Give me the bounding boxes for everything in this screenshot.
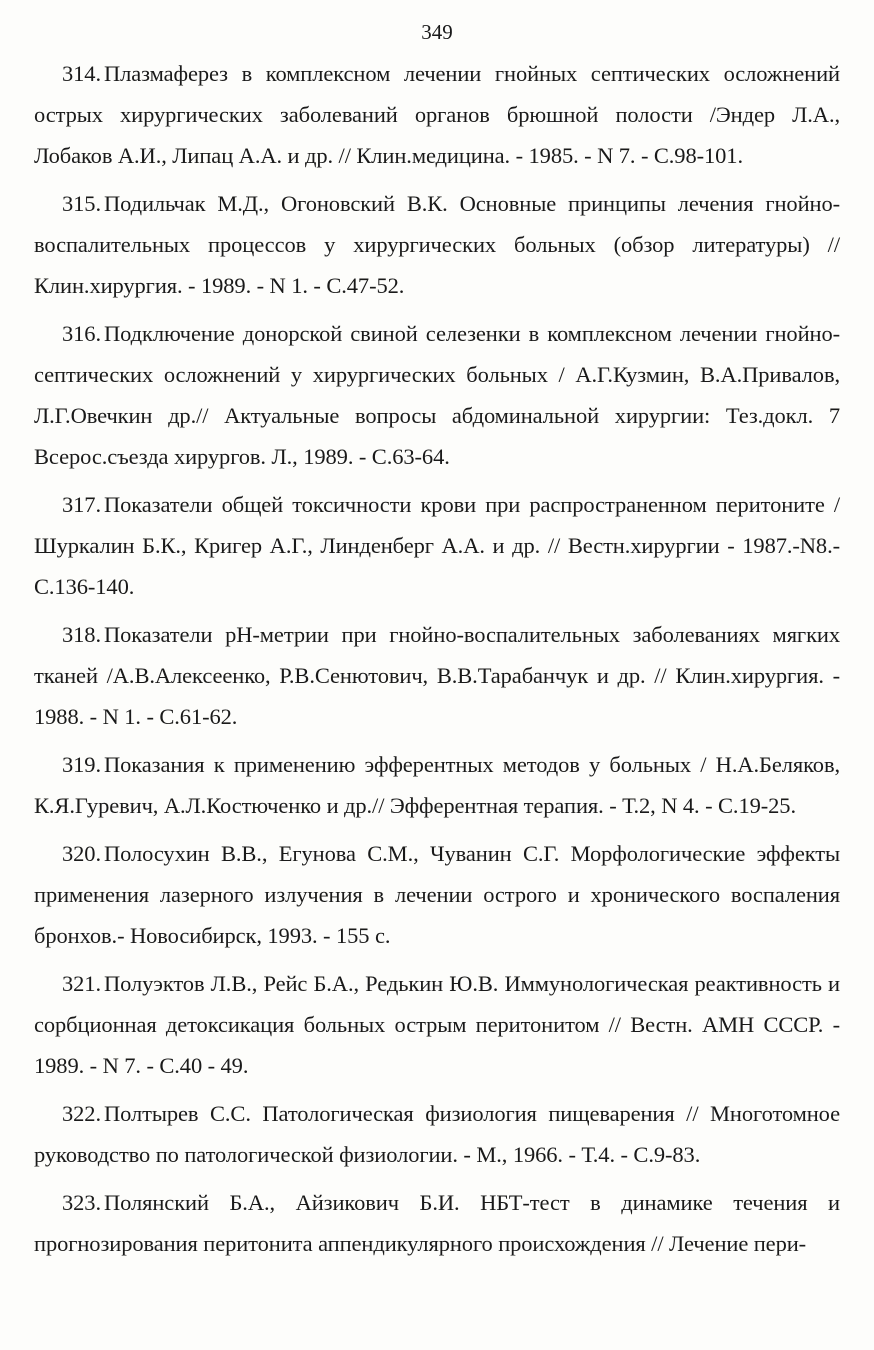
reference-number: 316. — [62, 321, 101, 346]
reference-number: 319. — [62, 752, 101, 777]
reference-item — [34, 53, 840, 176]
reference-number: 323. — [62, 1190, 101, 1215]
reference-text: Полянский Б.А., Айзикович Б.И. НБТ-тест в динамике течения и прогнозирования перитонита аппендикулярного происхождения // Лечение пери- — [34, 1190, 840, 1256]
reference-text: Показания к применению эфферентных методов у больных / Н.А.Беляков, К.Я.Гуревич, А.Л.Костюченко и др.// Эфферентная терапия. - Т.2, N 4. - С.19-25. — [34, 752, 840, 818]
reference-number: 321. — [62, 971, 101, 996]
reference-text: Полуэктов Л.В., Рейс Б.А., Редькин Ю.В. Иммунологическая реактивность и сорбционная детоксикация больных острым перитонитом // Вестн. АМН СССР. - 1989. - N 7. - С.40 - 49. — [34, 971, 840, 1078]
reference-item — [34, 614, 840, 737]
reference-item — [34, 183, 840, 306]
page-number: 349 — [421, 20, 453, 44]
reference-text: Плазмаферез в комплексном лечении гнойных септических осложнений острых хирургических заболеваний органов брюшной полости /Эндер Л.А., Лобаков А.И., Липац А.А. и др. // Клин.медицина. - 1985. - N 7. - С.98-101. — [34, 61, 840, 168]
reference-item — [34, 484, 840, 607]
reference-number: 314. — [62, 61, 101, 86]
reference-text: Показатели pH-метрии при гнойно-воспалительных заболеваниях мягких тканей /А.В.Алексеенко, Р.В.Сенютович, В.В.Тарабанчук и др. // Клин.хирургия. - 1988. - N 1. - С.61-62. — [34, 622, 840, 729]
reference-number: 317. — [62, 492, 101, 517]
reference-text: Подильчак М.Д., Огоновский В.К. Основные принципы лечения гнойно-воспалительных процессов у хирургических больных (обзор литературы) // Клин.хирургия. - 1989. - N 1. - С.47-52. — [34, 191, 840, 298]
reference-text: Показатели общей токсичности крови при распространенном перитоните /Шуркалин Б.К., Кригер А.Г., Линденберг А.А. и др. // Вестн.хирургии - 1987.-N8.-С.136-140. — [34, 492, 840, 599]
reference-list — [34, 53, 840, 1271]
reference-number: 320. — [62, 841, 101, 866]
reference-item — [34, 744, 840, 826]
reference-item — [34, 1182, 840, 1264]
reference-item — [34, 1093, 840, 1175]
reference-item — [34, 833, 840, 956]
reference-number: 315. — [62, 191, 101, 216]
reference-item — [34, 313, 840, 477]
reference-text: Полтырев С.С. Патологическая физиология пищеварения // Многотомное руководство по патологической физиологии. - М., 1966. - Т.4. - С.9-83. — [34, 1101, 840, 1167]
reference-item — [34, 963, 840, 1086]
reference-text: Подключение донорской свиной селезенки в комплексном лечении гнойно-септических осложнений у хирургических больных / А.Г.Кузмин, В.А.Привалов, Л.Г.Овечкин др.// Актуальные вопросы абдоминальной хирургии: Тез.докл. 7 Всерос.съезда хирургов. Л., 1989. - С.63-64. — [34, 321, 840, 469]
reference-number: 322. — [62, 1101, 101, 1126]
reference-number: 318. — [62, 622, 101, 647]
reference-text: Полосухин В.В., Егунова С.М., Чуванин С.Г. Морфологические эффекты применения лазерного излучения в лечении острого и хронического воспаления бронхов.- Новосибирск, 1993. - 155 с. — [34, 841, 840, 948]
